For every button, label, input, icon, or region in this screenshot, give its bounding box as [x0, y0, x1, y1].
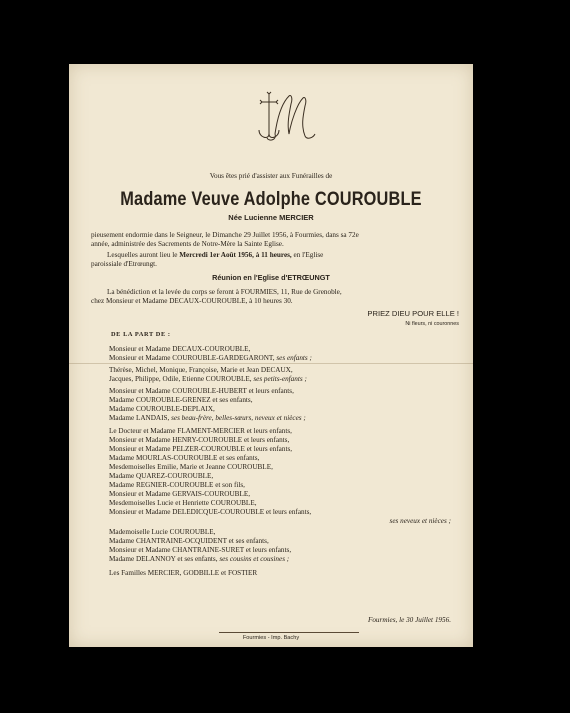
cross-monogram-icon — [255, 90, 319, 146]
reunion-heading: Réunion en l'Eglise d'ETRŒUNGT — [212, 273, 330, 282]
family-line-text: Monsieur et Madame COUROUBLE-HUBERT et leurs enfants, — [109, 387, 294, 395]
family-line — [109, 345, 250, 354]
priez-text: PRIEZ DIEU POUR ELLE ! — [367, 309, 459, 318]
family-line — [109, 555, 289, 564]
family-line-text: Madame CHANTRAINE-OCQUIDENT et ses enfants, — [109, 537, 269, 545]
family-line — [109, 569, 257, 578]
family-line-text: Madame DELANNOY et ses enfants, — [109, 555, 218, 563]
family-line-text: Mademoiselle Lucie COUROUBLE, — [109, 528, 216, 536]
family-line — [109, 375, 307, 384]
family-line-text: Le Docteur et Madame FLAMENT-MERCIER et leurs enfants, — [109, 427, 292, 435]
family-line-text: Mesdemoiselles Emilie, Marie et Jeanne COUROUBLE, — [109, 463, 273, 471]
family-line-relation: ses enfants ; — [274, 354, 312, 362]
family-line-text: Jacques, Philippe, Odile, Etienne COUROUBLE, — [109, 375, 252, 383]
body-line-2: année, administrée des Sacrements de Notre-Mère la Sainte Eglise. — [91, 240, 284, 248]
family-line — [109, 537, 269, 546]
family-line-text: Mesdemoiselles Lucie et Henriette COUROUBLE, — [109, 499, 257, 507]
intro-text: Vous êtes prié d'assister aux Funérailles de — [209, 172, 333, 180]
family-line — [109, 387, 294, 396]
ceremony-post: en l'Eglise — [291, 251, 324, 259]
fold-line — [69, 363, 473, 364]
ceremony-line-2: paroissiale d'Etrœungt. — [91, 260, 157, 268]
family-line-relation: ses cousins et cousines ; — [217, 555, 290, 563]
family-line-text: Monsieur et Madame DELEDICQUE-COUROUBLE et leurs enfants, — [109, 508, 312, 516]
benediction-line-2: chez Monsieur et Madame DECAUX-COUROUBLE, à 10 heures 30. — [91, 297, 293, 305]
family-line — [109, 463, 273, 472]
family-line-text: ses neveux et nièces ; — [389, 517, 451, 525]
family-line-text: Madame COUROUBLE-GRENEZ et ses enfants, — [109, 396, 253, 404]
fleurs-text: Ni fleurs, ni couronnes — [405, 321, 459, 327]
family-line — [109, 472, 213, 481]
de-la-part-heading: DE LA PART DE : — [111, 331, 171, 338]
family-line — [109, 405, 215, 414]
family-line-text: Thérèse, Michel, Monique, Françoise, Marie et Jean DECAUX, — [109, 366, 293, 374]
family-line-text: Monsieur et Madame DECAUX-COUROUBLE, — [109, 345, 251, 353]
maiden-name: Née Lucienne MERCIER — [228, 213, 314, 222]
family-line — [390, 517, 451, 526]
family-line — [109, 436, 289, 445]
family-line-text: Madame REGNIER-COUROUBLE et son fils, — [109, 481, 245, 489]
benediction-line-1: La bénédiction et la levée du corps se feront à FOURMIES, 11, Rue de Grenoble, — [107, 288, 342, 296]
footer-rule — [219, 632, 359, 633]
family-line-relation: ses petits-enfants ; — [251, 375, 307, 383]
family-line-text: Monsieur et Madame PELZER-COUROUBLE et leurs enfants, — [109, 445, 293, 453]
family-line — [109, 366, 293, 375]
family-line-text: Madame QUAREZ-COUROUBLE, — [109, 472, 214, 480]
family-line — [109, 508, 311, 517]
family-line — [109, 396, 253, 405]
family-line — [109, 490, 250, 499]
printer-credit: Fourmies - Imp. Bachy — [242, 635, 300, 641]
family-line-text: Madame COUROUBLE-DEPLAIX, — [109, 405, 215, 413]
family-line — [109, 454, 259, 463]
family-line-text: Monsieur et Madame GERVAIS-COUROUBLE, — [109, 490, 251, 498]
ceremony-date: Mercredi 1er Août 1956, à 11 heures, — [179, 251, 292, 259]
family-line-text: Madame LANDAIS, — [109, 414, 170, 422]
family-line-relation: ses beau-frère, belles-sœurs, neveux et nièces ; — [169, 414, 306, 422]
place-date: Fourmies, le 30 Juillet 1956. — [367, 616, 451, 624]
funeral-notice — [69, 64, 473, 647]
family-line-text: Monsieur et Madame HENRY-COUROUBLE et leurs enfants, — [109, 436, 290, 444]
family-line-text: Monsieur et Madame COUROUBLE-GARDEGARONT, — [109, 354, 275, 362]
body-line-1: pieusement endormie dans le Seigneur, le Dimanche 29 Juillet 1956, à Fourmies, dans sa 72e — [91, 231, 359, 239]
ceremony-pre: Lesquelles auront lieu le — [107, 251, 180, 259]
family-line — [109, 481, 245, 490]
family-line — [109, 499, 257, 508]
family-line-text: Madame MOURLAS-COUROUBLE et ses enfants, — [109, 454, 260, 462]
family-line-text: Monsieur et Madame CHANTRAINE-SURET et leurs enfants, — [109, 546, 292, 554]
family-line — [109, 445, 292, 454]
deceased-name: Madame Veuve Adolphe COUROUBLE — [120, 189, 422, 210]
family-line — [109, 427, 292, 436]
family-line — [109, 354, 312, 363]
family-line-text: Les Familles MERCIER, GODBILLE et FOSTIER — [109, 569, 258, 577]
ceremony-line-1 — [107, 251, 323, 260]
family-line — [109, 528, 215, 537]
family-line — [109, 414, 306, 423]
family-line — [109, 546, 291, 555]
